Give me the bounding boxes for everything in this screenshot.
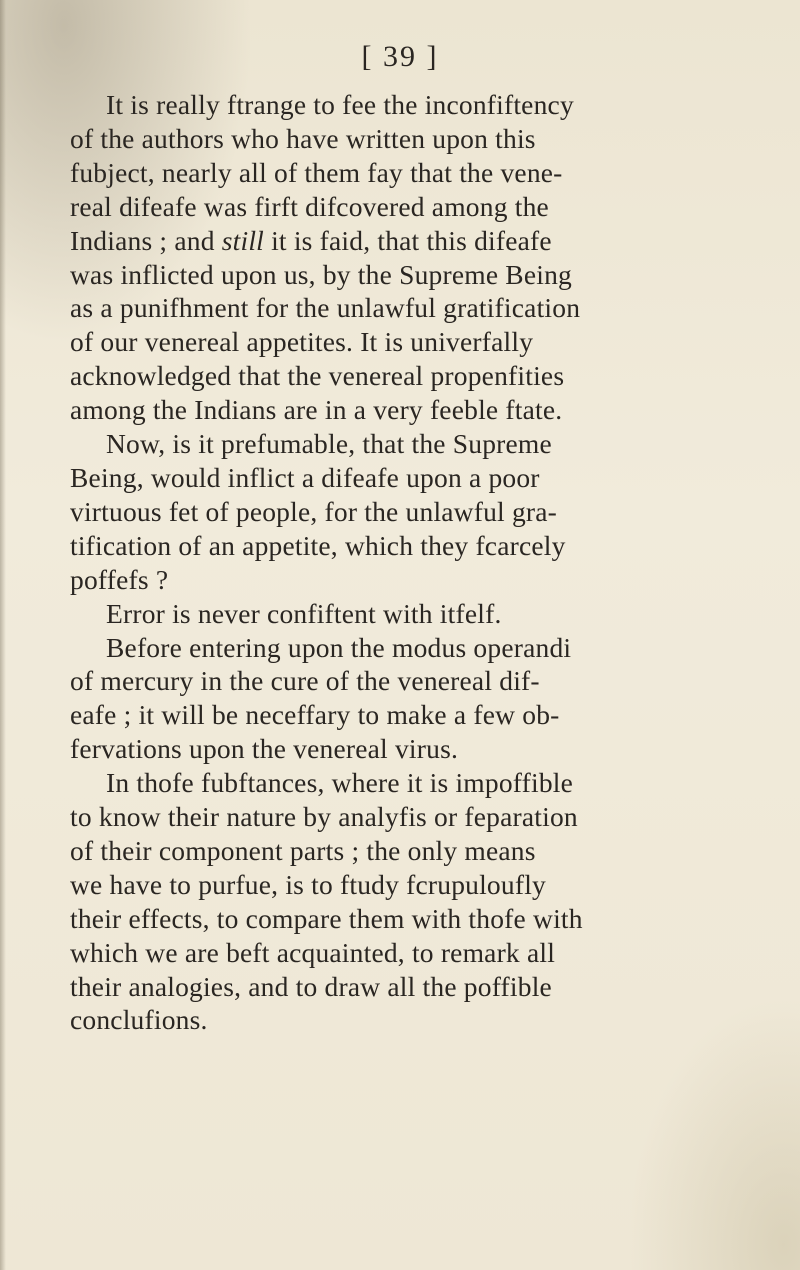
text-line: Now, is it prefumable, that the Supreme [106, 428, 552, 460]
text-line: of the authors who have written upon this [70, 122, 536, 154]
text-line: virtuous fet of people, for the unlawful gra- [70, 495, 558, 527]
text-line: which we are beft acquainted, to remark all [70, 936, 556, 968]
text-line: In thofe fubftances, where it is impoffible [106, 767, 574, 799]
text-line: Before entering upon the modus operandi [106, 631, 572, 663]
text-line: fervations upon the venereal virus. [70, 733, 459, 765]
text-line: of their component parts ; the only means [70, 834, 536, 866]
text-line: Error is never confiftent with itfelf. [106, 597, 502, 629]
text-line: conclufions. [70, 1004, 208, 1036]
text-line: Indians ; and still it is faid, that this difeafe [70, 224, 552, 256]
text-line: was inflicted upon us, by the Supreme Being [70, 258, 572, 290]
text-line: of mercury in the cure of the venereal dif- [70, 665, 540, 697]
text-line: It is really ftrange to fee the inconfiftency [106, 89, 574, 120]
body-text [70, 88, 720, 1037]
text-line: tification of an appetite, which they fcarcely [70, 529, 566, 561]
page-number: [ 39 ] [361, 40, 439, 73]
text-line: to know their nature by analyfis or feparation [70, 801, 578, 833]
page-gutter-shadow [0, 0, 6, 1270]
page-header [0, 40, 800, 74]
text-line: as a punifhment for the unlawful gratification [70, 292, 581, 324]
text-line: their analogies, and to draw all the poffible [70, 970, 552, 1002]
text-line: we have to purfue, is to ftudy fcrupuloufly [70, 868, 546, 900]
text-line: among the Indians are in a very feeble ftate. [70, 394, 563, 426]
text-line: Being, would inflict a difeafe upon a poor [70, 461, 540, 493]
text-line: their effects, to compare them with thofe with [70, 902, 583, 934]
text-line: acknowledged that the venereal propenfities [70, 360, 565, 392]
emphasis-still: still [221, 224, 264, 256]
text-line: of our venereal appetites. It is univerfally [70, 326, 534, 358]
text-line: poffefs ? [70, 563, 169, 595]
text-line: eafe ; it will be neceffary to make a few ob- [70, 699, 560, 731]
text-line: fubject, nearly all of them fay that the vene- [70, 156, 563, 188]
text-line: real difeafe was firft difcovered among the [70, 190, 549, 222]
